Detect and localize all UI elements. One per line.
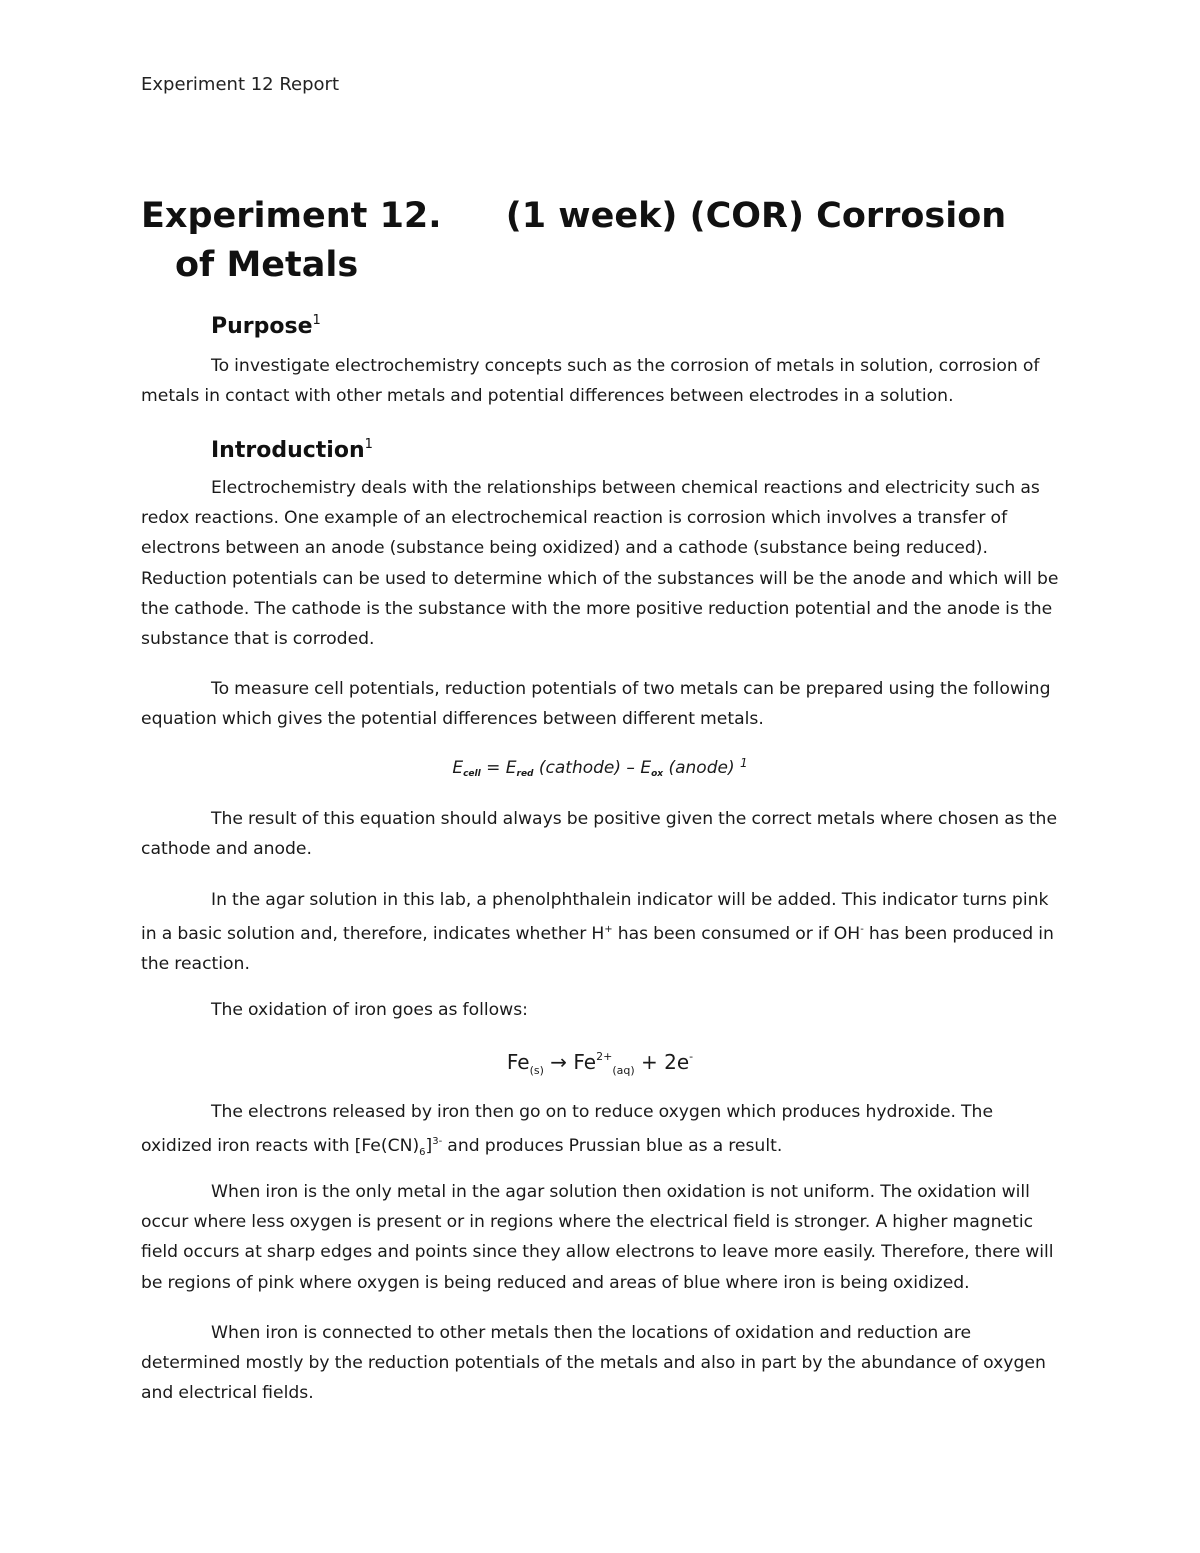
eq1-sub-cell: cell: [463, 769, 481, 779]
eq1-mid-1: = E: [480, 758, 517, 778]
running-header: Experiment 12 Report: [141, 74, 340, 95]
intro-paragraph-7: When iron is the only metal in the agar solution then oxidation is not uniform. The oxidation will occur where less oxygen is present or in regions where the electrical field is stronger. A higher magnetic field occurs at sharp edges and points since they allow electrons to leave more easily. Therefore, there will be regions of pink where oxygen is being reduced and areas of blue where iron is being oxidized.: [141, 1182, 1054, 1293]
p4-text-c: has been produced in the reaction.: [141, 924, 1054, 975]
p4-text-a: In the agar solution in this lab, a phenolphthalein indicator will be added. This indicator turns pink in a basic solution and, therefore, indicates whether H: [141, 890, 1049, 945]
ferricyanide-charge: 3-: [432, 1136, 443, 1148]
eq2-product-state: (aq): [612, 1064, 635, 1077]
intro-paragraph-5: The oxidation of iron goes as follows:: [211, 1000, 528, 1020]
eq2-electron-charge: -: [689, 1050, 694, 1063]
document-title: [141, 192, 1081, 290]
purpose-paragraph: To investigate electrochemistry concepts such as the corrosion of metals in solution, corrosion of metals in contact with other metals and potential differences between electrodes in a solution.: [141, 356, 1040, 407]
cell-potential-equation: [0, 756, 1200, 779]
title-part-1: Experiment 12.: [141, 196, 442, 236]
introduction-footnote-ref: 1: [364, 437, 373, 452]
ferricyanide-close: ]: [425, 1136, 433, 1157]
ferricyanide-subscript: 6: [419, 1147, 426, 1159]
eq2-electrons: + 2e: [634, 1050, 690, 1074]
p6-text-b: and produces Prussian blue as a result.: [442, 1136, 783, 1157]
p4-text-b: has been consumed or if OH: [612, 924, 861, 945]
p6-text-a: The electrons released by iron then go on to reduce oxygen which produces hydroxide. The oxidized iron reacts with: [141, 1102, 994, 1157]
reaction-arrow-icon: →: [550, 1050, 568, 1074]
purpose-heading-text: Purpose: [211, 314, 313, 339]
eq1-mid-3: (anode): [663, 758, 740, 778]
eq2-reactant-state: (s): [529, 1064, 544, 1077]
intro-paragraph-6: [141, 1097, 1061, 1168]
eq1-e: E: [452, 758, 464, 778]
intro-paragraph-4: [141, 885, 1061, 980]
intro-paragraph-8: When iron is connected to other metals then the locations of oxidation and reduction are determined mostly by the reduction potentials of the metals and also in part by the abundance of oxygen and electrical fields.: [141, 1323, 1046, 1404]
eq2-reactant: Fe: [506, 1050, 530, 1074]
eq2-product-charge: 2+: [596, 1050, 613, 1063]
eq2-product: Fe: [573, 1050, 597, 1074]
iron-oxidation-equation: [0, 1050, 1200, 1077]
intro-paragraph-3: The result of this equation should always be positive given the correct metals where chosen as the cathode and anode.: [141, 809, 1058, 860]
eq1-sub-ox: ox: [651, 769, 664, 779]
eq1-sub-red: red: [516, 769, 534, 779]
title-part-2: (1 week) (COR) Corrosion: [505, 196, 1007, 236]
oh-ion-charge: -: [860, 924, 864, 936]
intro-paragraph-1: Electrochemistry deals with the relationships between chemical reactions and electricity such as redox reactions. One example of an electrochemical reaction is corrosion which involves a transfer of electrons between an anode (substance being oxidized) and a cathode (substance being reduced). Reduction potentials can be used to determine which of the substances will be the anode and which will be the cathode. The cathode is the substance with the more positive reduction potential and the anode is the substance that is corroded.: [141, 478, 1059, 650]
purpose-footnote-ref: 1: [312, 313, 321, 328]
introduction-heading-text: Introduction: [211, 438, 365, 463]
eq1-footnote-ref: 1: [740, 756, 748, 770]
ferricyanide-open: [Fe(CN): [354, 1136, 420, 1157]
intro-paragraph-2: To measure cell potentials, reduction potentials of two metals can be prepared using the following equation which gives the potential differences between different metals.: [141, 679, 1051, 730]
h-ion-charge: +: [604, 924, 613, 936]
purpose-heading: [211, 313, 321, 339]
introduction-heading: [211, 437, 373, 463]
eq1-mid-2: (cathode) – E: [533, 758, 652, 778]
title-part-3: of Metals: [175, 245, 359, 285]
